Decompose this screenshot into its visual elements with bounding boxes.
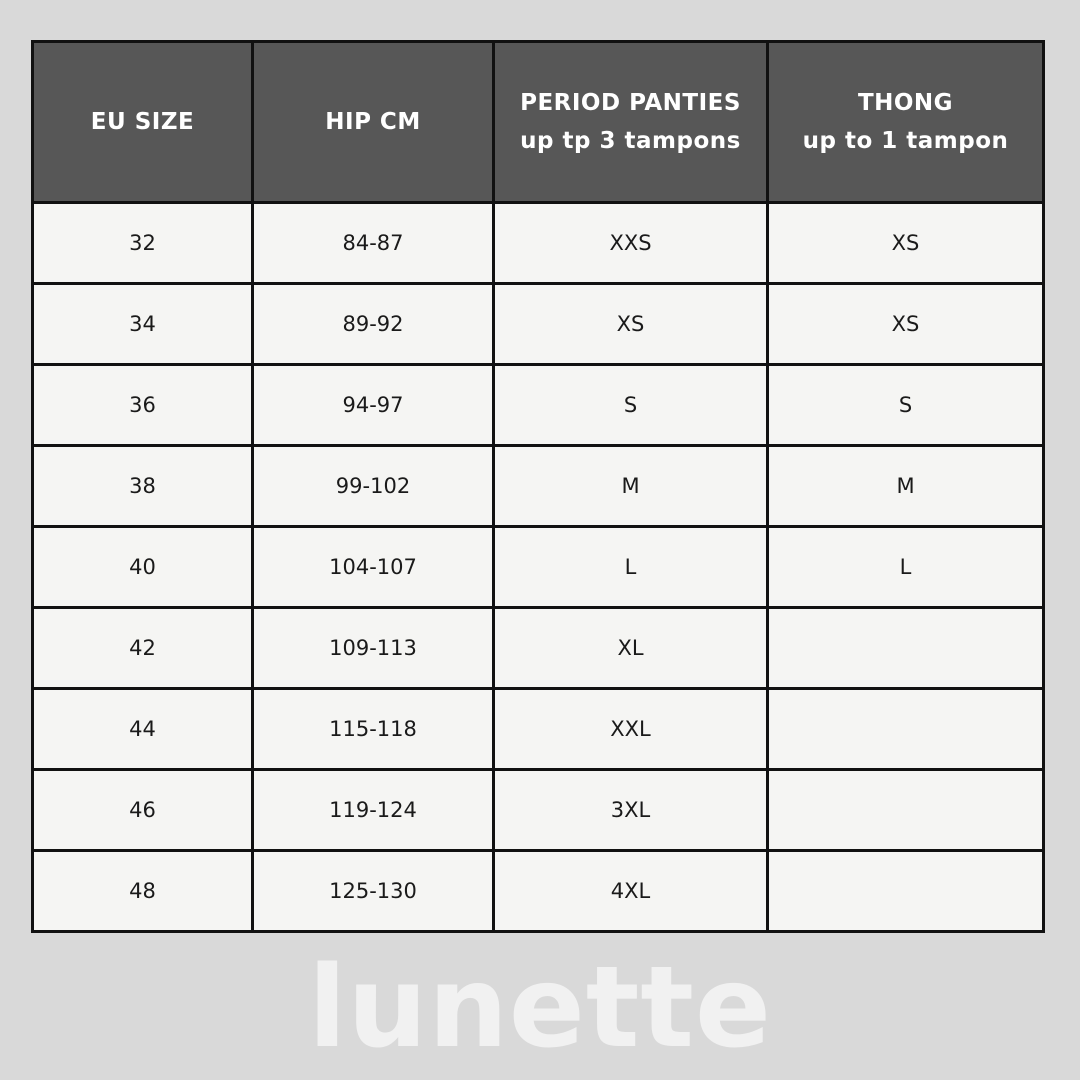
- table-row: [33, 284, 1044, 365]
- cell-thong: XS: [768, 203, 1044, 284]
- cell-eu-size: 46: [33, 770, 253, 851]
- header-hip-cm-title: HIP CM: [325, 109, 421, 135]
- table-row: [33, 689, 1044, 770]
- cell-eu-size: 32: [33, 203, 253, 284]
- cell-eu-size: 38: [33, 446, 253, 527]
- cell-hip-cm: 94-97: [253, 365, 494, 446]
- table-row: [33, 851, 1044, 932]
- cell-thong: S: [768, 365, 1044, 446]
- cell-hip-cm: 109-113: [253, 608, 494, 689]
- cell-thong: [768, 608, 1044, 689]
- cell-period-panties: XS: [494, 284, 768, 365]
- cell-hip-cm: 99-102: [253, 446, 494, 527]
- header-thong: [768, 42, 1044, 203]
- cell-period-panties: XL: [494, 608, 768, 689]
- cell-eu-size: 34: [33, 284, 253, 365]
- cell-period-panties: XXS: [494, 203, 768, 284]
- table-row: [33, 365, 1044, 446]
- cell-period-panties: 4XL: [494, 851, 768, 932]
- cell-period-panties: M: [494, 446, 768, 527]
- header-eu-size: [33, 42, 253, 203]
- cell-eu-size: 36: [33, 365, 253, 446]
- cell-hip-cm: 104-107: [253, 527, 494, 608]
- header-period-panties-subtitle: up tp 3 tampons: [520, 128, 741, 154]
- size-chart-body: [33, 203, 1044, 932]
- table-row: [33, 203, 1044, 284]
- cell-hip-cm: 125-130: [253, 851, 494, 932]
- cell-period-panties: S: [494, 365, 768, 446]
- brand-logo: lunette: [308, 943, 772, 1073]
- header-hip-cm: [253, 42, 494, 203]
- header-eu-size-title: EU SIZE: [90, 109, 195, 135]
- cell-period-panties: XXL: [494, 689, 768, 770]
- cell-thong: [768, 770, 1044, 851]
- cell-hip-cm: 89-92: [253, 284, 494, 365]
- cell-thong: [768, 689, 1044, 770]
- table-row: [33, 770, 1044, 851]
- cell-period-panties: 3XL: [494, 770, 768, 851]
- size-chart-table: [31, 40, 1045, 933]
- table-row: [33, 446, 1044, 527]
- cell-eu-size: 40: [33, 527, 253, 608]
- cell-period-panties: L: [494, 527, 768, 608]
- cell-thong: XS: [768, 284, 1044, 365]
- header-row: [33, 42, 1044, 203]
- table-row: [33, 527, 1044, 608]
- header-period-panties: [494, 42, 768, 203]
- cell-eu-size: 42: [33, 608, 253, 689]
- cell-eu-size: 44: [33, 689, 253, 770]
- header-period-panties-title: PERIOD PANTIES: [520, 90, 741, 116]
- cell-thong: M: [768, 446, 1044, 527]
- cell-hip-cm: 115-118: [253, 689, 494, 770]
- cell-thong: [768, 851, 1044, 932]
- cell-eu-size: 48: [33, 851, 253, 932]
- header-thong-title: THONG: [857, 90, 954, 116]
- cell-thong: L: [768, 527, 1044, 608]
- cell-hip-cm: 84-87: [253, 203, 494, 284]
- table-row: [33, 608, 1044, 689]
- size-chart-header: [33, 42, 1044, 203]
- header-thong-subtitle: up to 1 tampon: [802, 128, 1009, 154]
- cell-hip-cm: 119-124: [253, 770, 494, 851]
